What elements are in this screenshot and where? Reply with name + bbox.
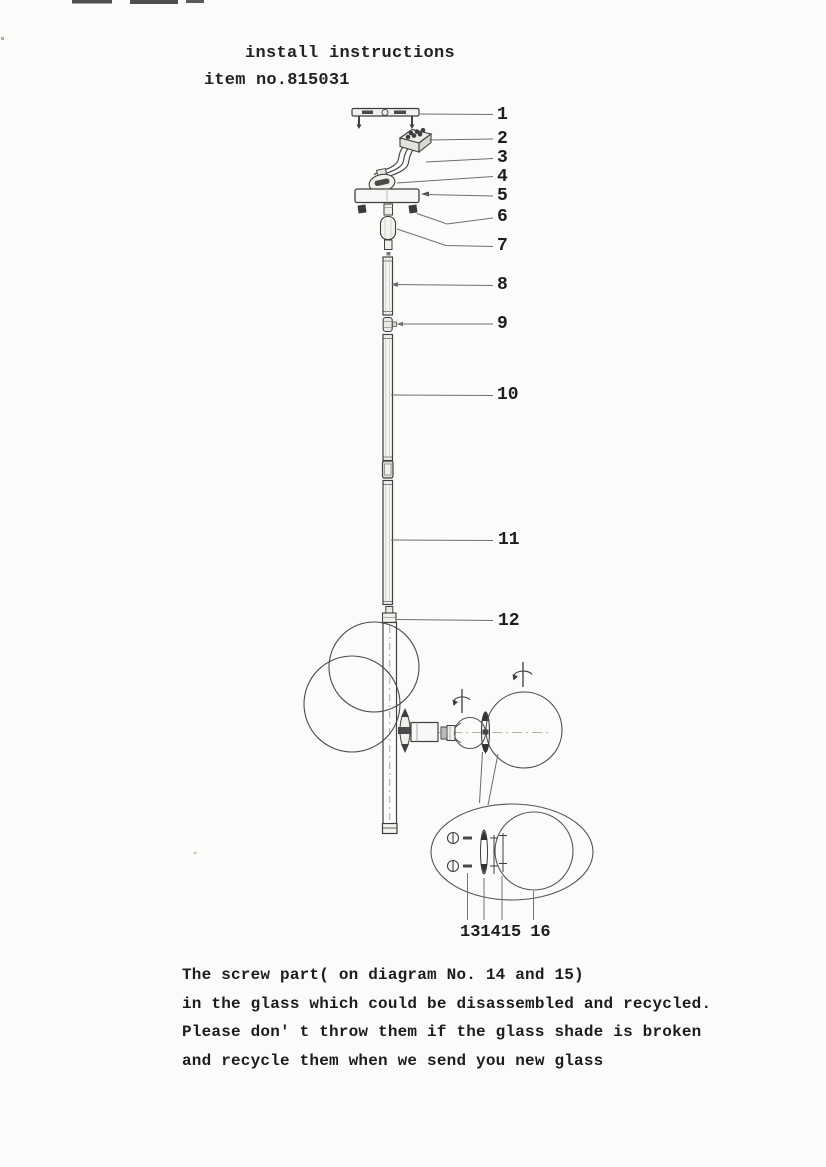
part-label-2: 2 (497, 129, 508, 149)
shade-screws (448, 833, 473, 872)
glass-globe-left-upper (329, 622, 419, 712)
part-label-6: 6 (497, 207, 508, 227)
page-title: install instructions (245, 44, 456, 63)
middle-rod (383, 335, 393, 461)
rotate-icon-globe (513, 662, 533, 687)
note-line-3: Please don' t throw them if the glass shade is broken (182, 1023, 702, 1041)
callout-lines (480, 752, 499, 805)
light-bulb (441, 718, 486, 749)
part-label-16: 16 (530, 923, 551, 942)
detail-bubble (431, 804, 593, 900)
part-label-8: 8 (497, 275, 508, 295)
lamp-body-rod (383, 623, 398, 834)
ceiling-canopy (355, 189, 429, 203)
socket-bracket (398, 708, 412, 753)
part-label-13: 13 (460, 923, 481, 942)
mounting-bracket (352, 109, 419, 130)
rod-coupler-2 (383, 461, 394, 478)
part-label-5: 5 (497, 186, 508, 206)
lower-rod (383, 481, 393, 605)
lamp-socket (411, 723, 438, 742)
part-label-15: 15 (500, 923, 522, 942)
note-line-1: The screw part( on diagram No. 14 and 15) (182, 966, 584, 984)
upper-rod (383, 257, 393, 315)
part-label-3: 3 (497, 148, 508, 168)
rotate-icon-bulb (453, 689, 471, 713)
bottom-part-labels (460, 923, 551, 942)
part-label-1: 1 (497, 105, 508, 125)
part-label-4: 4 (497, 167, 508, 187)
part-label-9: 9 (497, 314, 508, 334)
part-label-11: 11 (498, 530, 520, 550)
part-label-7: 7 (497, 236, 508, 256)
part-label-10: 10 (497, 385, 519, 405)
scan-artifact (1, 0, 204, 855)
leader-lines (391, 114, 534, 920)
recycling-note (182, 961, 742, 1075)
note-line-2: in the glass which could be disassembled and recycled. (182, 994, 712, 1013)
item-number: item no.815031 (204, 71, 350, 90)
glass-globe-detail (495, 812, 573, 890)
part-label-14: 14 (480, 923, 501, 942)
stem-adapter (383, 607, 397, 623)
part-label-12: 12 (498, 611, 520, 631)
terminal-block (400, 128, 431, 152)
rod-coupler (383, 318, 396, 332)
hanger-connector (381, 204, 396, 256)
shade-ring-detail (481, 830, 488, 874)
note-line-4: and recycle them when we send you new glass (182, 1051, 604, 1070)
